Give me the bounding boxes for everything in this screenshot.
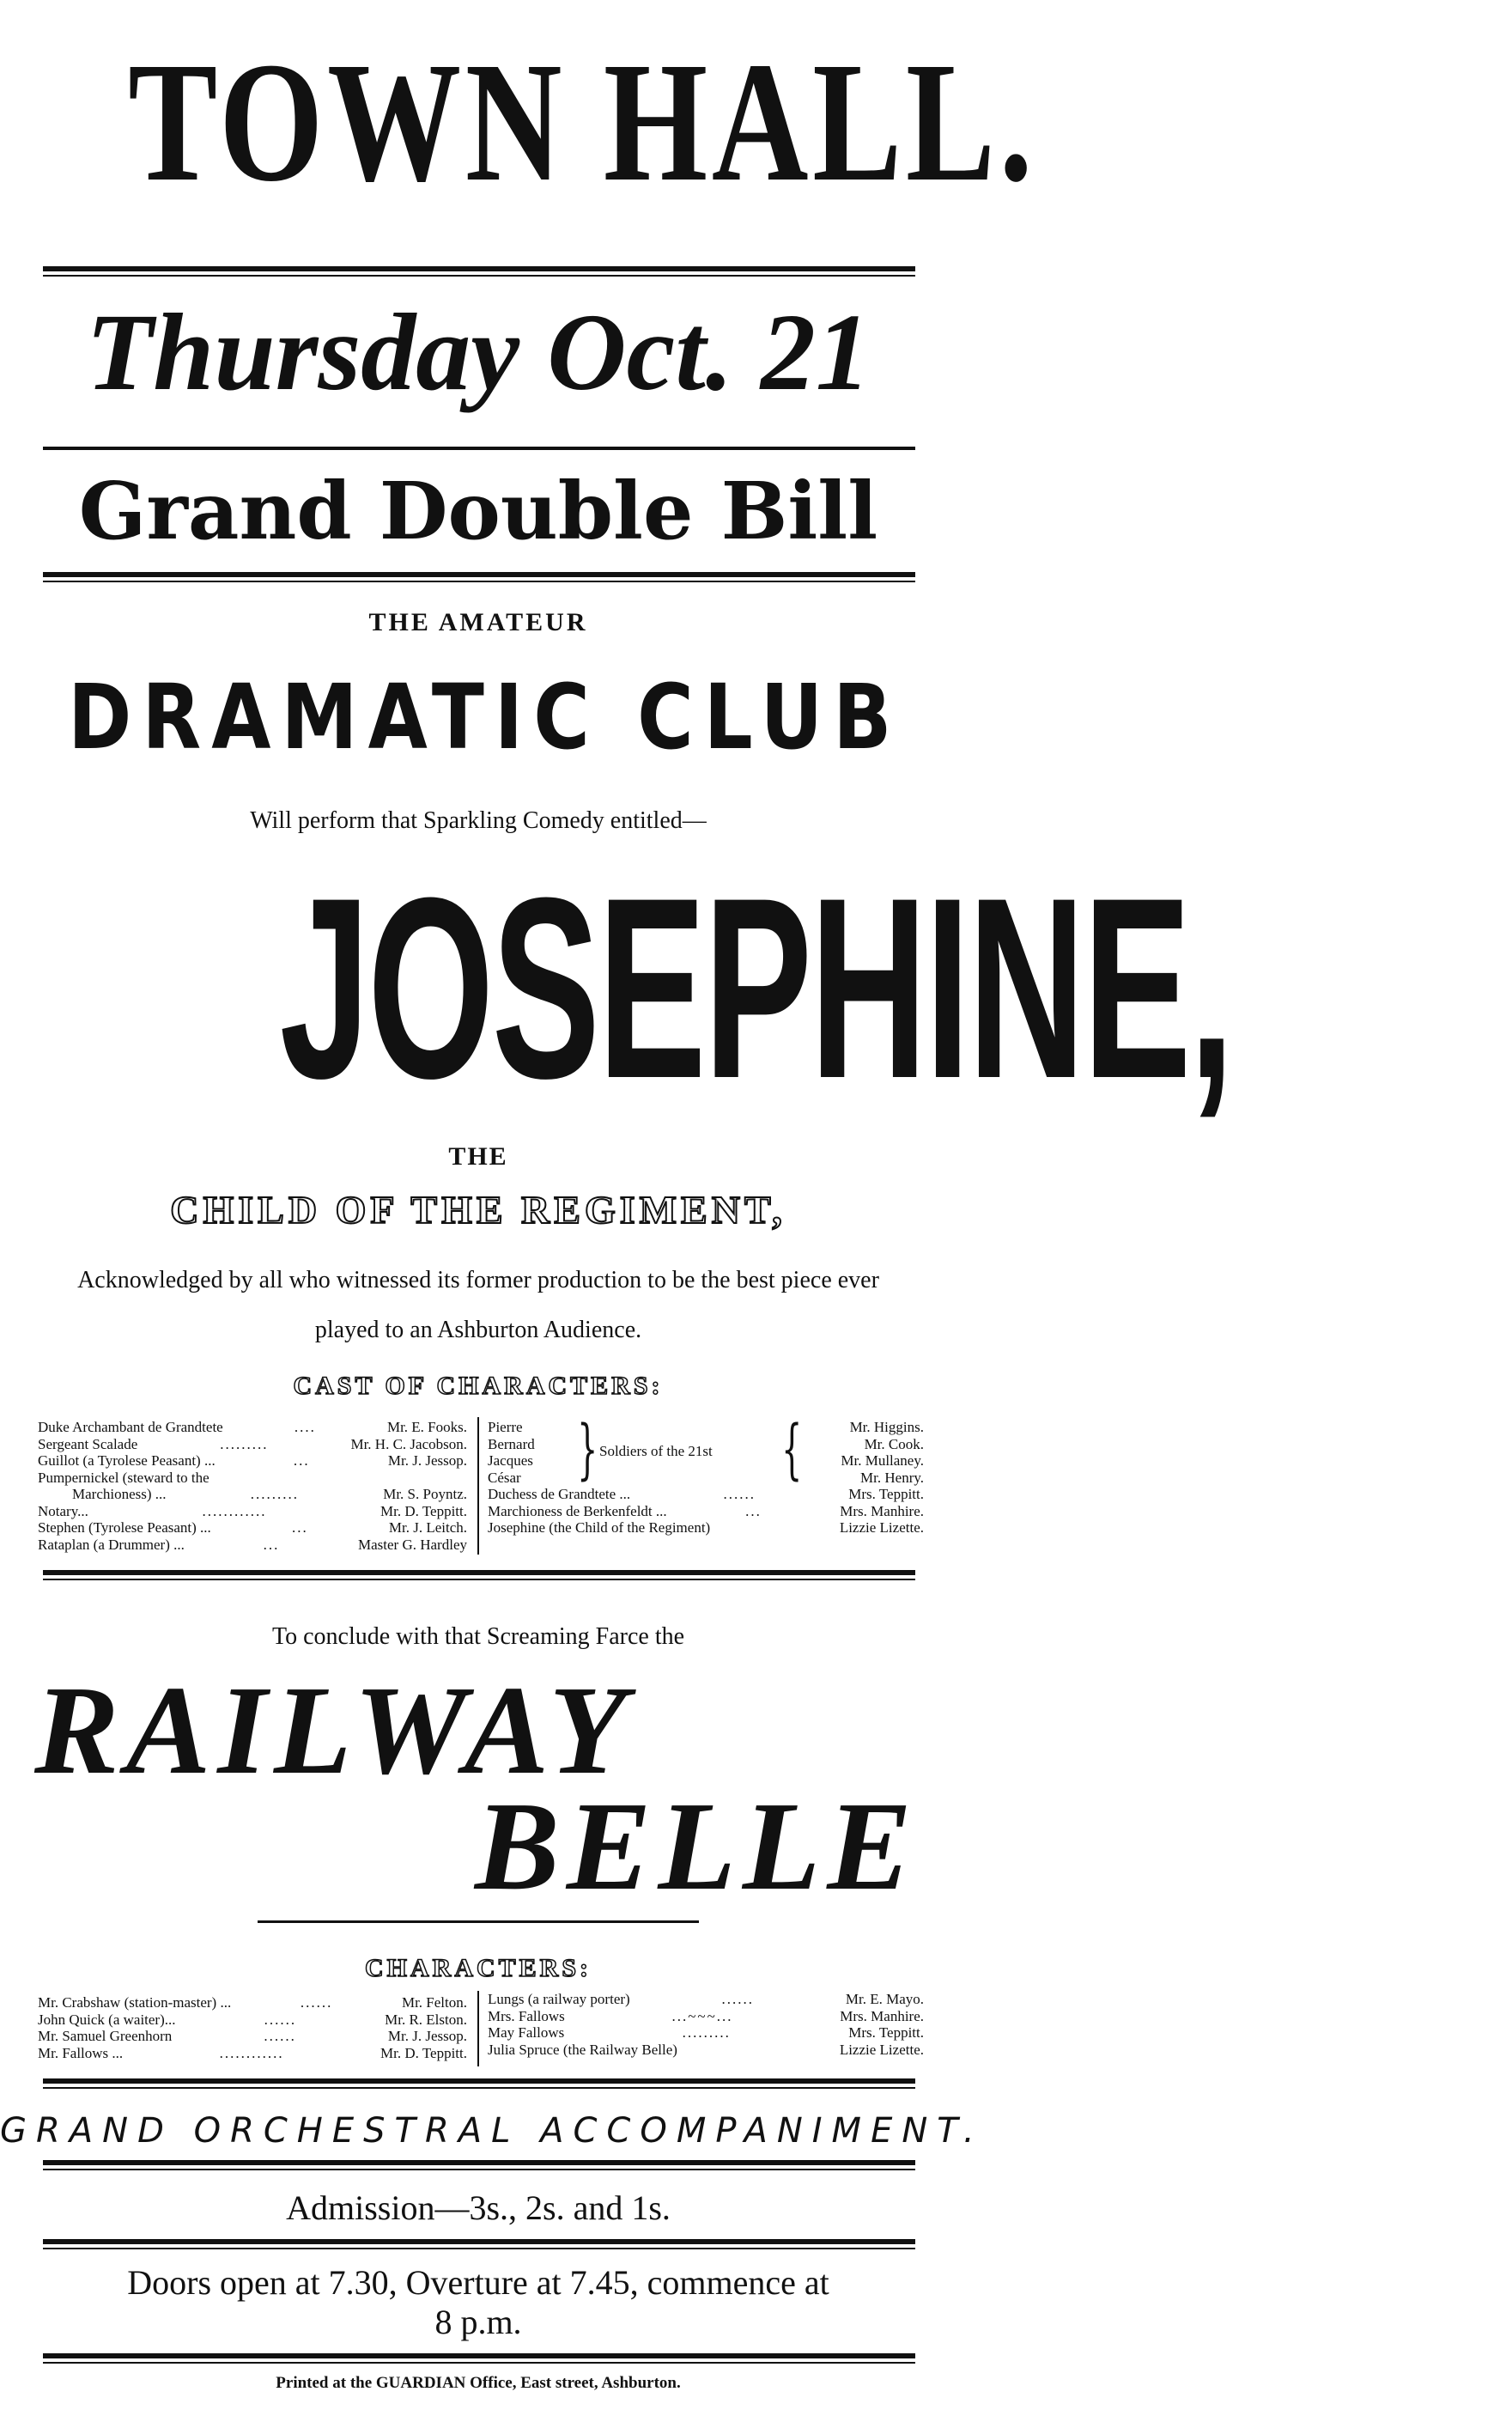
characters-list-left — [38, 1994, 467, 2061]
acknowledgement-line-2: played to an Ashburton Audience. — [314, 1317, 642, 1343]
cast-row: Josephine (the Child of the Regiment) Lizzie Lizette. — [488, 1519, 924, 1536]
printer-imprint: Printed at the GUARDIAN Office, East street, Ashburton. — [276, 2374, 681, 2392]
character-row: Lungs (a railway porter) ...... Mr. E. Mayo. — [488, 1991, 924, 2007]
conclude-line: To conclude with that Screaming Farce the — [271, 1623, 685, 1650]
play-title-josephine: JOSEPHINE, — [279, 843, 1232, 1132]
rule — [258, 1920, 699, 1923]
characters-list-right — [488, 1991, 924, 2058]
characters-heading: CHARACTERS: — [364, 1954, 592, 1982]
character-row: Mr. Samuel Greenhorn ...... Mr. J. Jessop. — [38, 2028, 467, 2044]
cast-row: Notary... ............ Mr. D. Teppitt. — [38, 1502, 467, 1519]
soldier-actors: Mr. Higgins. Mr. Cook. Mr. Mullaney. Mr. Henry. — [841, 1419, 924, 1486]
play-subtitle-the: THE — [448, 1142, 508, 1171]
soldiers-label: Soldiers of the 21st — [599, 1443, 713, 1459]
cast-row: Guillot (a Tyrolese Peasant) ... ... Mr. J. Jessop. — [38, 1452, 467, 1469]
double-rule — [43, 2239, 915, 2249]
presenter-name: DRAMATIC CLUB — [68, 665, 902, 770]
cast-row: Marchioness) ... ......... Mr. S. Poyntz. — [72, 1486, 467, 1502]
play-subtitle: CHILD OF THE REGIMENT, — [170, 1188, 786, 1232]
double-rule — [43, 2078, 915, 2089]
character-row: John Quick (a waiter)... ...... Mr. R. Elston. — [38, 2011, 467, 2028]
soldier-names: Pierre Bernard Jacques César — [488, 1419, 535, 1486]
cast-list-left — [38, 1419, 467, 1553]
soldiers-group — [488, 1410, 924, 1487]
presenter-prefix: THE AMATEUR — [368, 608, 588, 636]
character-row: Mrs. Fallows ...~~~... Mrs. Manhire. — [488, 2007, 924, 2024]
cast-row: Duchess de Grandtete ... ...... Mrs. Teppitt. — [488, 1486, 924, 1502]
double-rule — [43, 266, 915, 277]
orchestral-line: GRAND ORCHESTRAL ACCOMPANIMENT. — [0, 2111, 984, 2151]
doors-times — [0, 2263, 956, 2342]
cast-row: Marchioness de Berkenfeldt ... ... Mrs. Manhire. — [488, 1502, 924, 1519]
doors-line-2: 8 p.m. — [434, 2303, 522, 2341]
double-rule — [43, 2160, 915, 2170]
cast-heading: CAST OF CHARACTERS: — [293, 1372, 664, 1400]
cast-row: Stephen (Tyrolese Peasant) ... ... Mr. J. Leitch. — [38, 1519, 467, 1536]
cast-list-right — [488, 1410, 924, 1537]
double-rule — [43, 572, 915, 582]
character-row: May Fallows ......... Mrs. Teppitt. — [488, 2024, 924, 2041]
acknowledgement-line-1: Acknowledged by all who witnessed its former production to be the best piece ever — [77, 1267, 879, 1293]
character-row: Julia Spruce (the Railway Belle) Lizzie Lizette. — [488, 2041, 924, 2058]
cast-row: Pumpernickel (steward to the — [38, 1469, 209, 1486]
brace-icon: { — [781, 1410, 803, 1487]
character-row: Mr. Fallows ... ............ Mr. D. Teppitt. — [38, 2044, 467, 2061]
headline: Grand Double Bill — [78, 465, 878, 557]
admission-prices: Admission—3s., 2s. and 1s. — [286, 2188, 671, 2227]
performance-date: Thursday Oct. 21 — [86, 291, 871, 413]
double-rule — [43, 2353, 915, 2364]
rule — [43, 447, 915, 450]
cast-row: Duke Archambant de Grandtete .... Mr. E. Fooks. — [38, 1419, 467, 1435]
venue-title: TOWN HALL. — [128, 27, 1037, 217]
cast-row: Rataplan (a Drummer) ... ... Master G. Hardley — [38, 1536, 467, 1553]
brace-icon: } — [577, 1410, 598, 1487]
double-rule — [43, 1570, 915, 1580]
play-title-belle: BELLE — [475, 1776, 919, 1917]
character-row: Mr. Crabshaw (station-master) ... ...... Mr. Felton. — [38, 1994, 467, 2011]
play-title-railway: RAILWAY — [34, 1660, 634, 1801]
perform-line: Will perform that Sparkling Comedy entitled— — [250, 807, 707, 834]
column-divider — [477, 1417, 479, 1555]
cast-row: Sergeant Scalade ......... Mr. H. C. Jacobson. — [38, 1435, 467, 1452]
acknowledgement — [0, 1256, 956, 1355]
doors-line-1: Doors open at 7.30, Overture at 7.45, commence at — [127, 2263, 829, 2302]
column-divider — [477, 1991, 479, 2066]
